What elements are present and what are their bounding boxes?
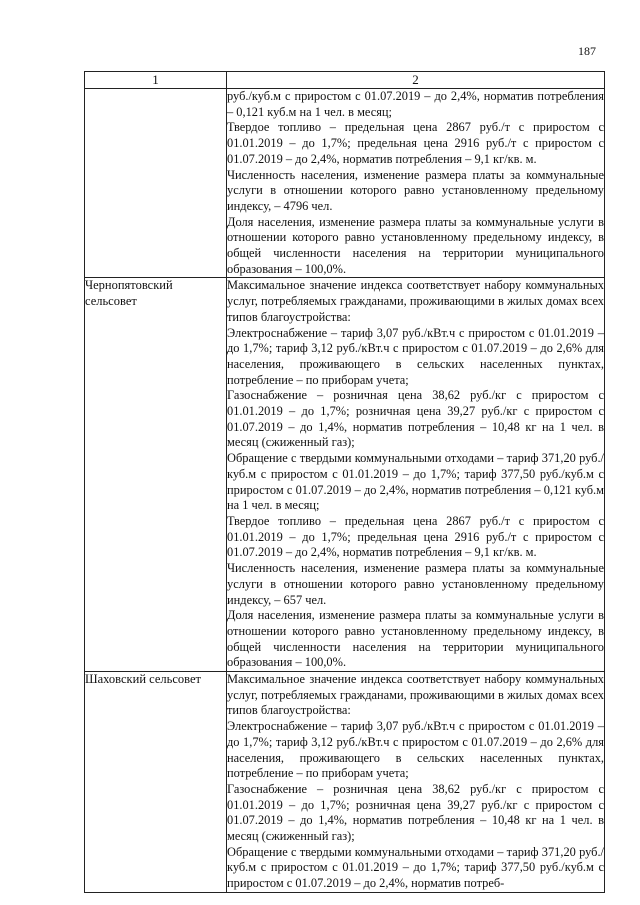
municipality-name: Чернопятовский сельсовет [85,278,227,672]
table-row [85,278,605,672]
municipality-name: Шаховский сельсовет [85,672,227,893]
tariff-description [227,278,605,672]
page-number: 187 [578,44,596,58]
paragraph: руб./куб.м с приростом с 01.07.2019 – до 2,4%, норматив потребления – 0,121 куб.м на 1 чел. в месяц; [227,89,604,119]
table-header-row [85,72,605,89]
paragraph: Твердое топливо – предельная цена 2867 руб./т с приростом с 01.01.2019 – до 1,7%; предельная цена 2916 руб./т с приростом с 01.07.2019 – до 2,4%, норматив потребления – 9,1 кг/кв. м. [227,120,604,166]
column-header-2: 2 [227,72,605,89]
tariff-description [227,89,605,278]
tariff-table [84,71,605,893]
paragraph: Электроснабжение – тариф 3,07 руб./кВт.ч с приростом с 01.01.2019 – до 1,7%; тариф 3,12 руб./кВт.ч с приростом с 01.07.2019 – до 2,6% для населения, проживающего в сельских населенных пунктах, потребление – по приборам учета; [227,719,604,781]
column-header-1: 1 [85,72,227,89]
paragraph: Электроснабжение – тариф 3,07 руб./кВт.ч с приростом с 01.01.2019 – до 1,7%; тариф 3,12 руб./кВт.ч с приростом с 01.07.2019 – до 2,6% для населения, проживающего в сельских населенных пунктах, потребление – по приборам учета; [227,325,604,387]
paragraph: Численность населения, изменение размера платы за коммунальные услуги в отношении которого равно установленному предельному индексу, – 657 чел. [227,561,604,607]
paragraph: Газоснабжение – розничная цена 38,62 руб./кг с приростом с 01.01.2019 – до 1,7%; розничная цена 39,27 руб./кг с приростом с 01.07.2019 – до 1,4%, норматив потребления – 10,48 кг на 1 чел. в месяц (сжиженный газ); [227,781,604,844]
paragraph: Доля населения, изменение размера платы за коммунальные услуги в отношении которого равно установленному предельному индексу, в общей численности населения на территории муниципального образования – 100,0%. [227,214,604,276]
paragraph: Доля населения, изменение размера платы за коммунальные услуги в отношении которого равно установленному предельному индексу, в общей численности населения на территории муниципального образования – 100,0%. [227,608,604,670]
table-row [85,672,605,893]
tariff-description [227,672,605,893]
paragraph: Обращение с твердыми коммунальными отходами – тариф 371,20 руб./куб.м с приростом с 01.01.2019 – до 1,7%; тариф 377,50 руб./куб.м с приростом с 01.07.2019 – до 2,4%, норматив потреб- [227,844,604,891]
paragraph: Газоснабжение – розничная цена 38,62 руб./кг с приростом с 01.01.2019 – до 1,7%; розничная цена 39,27 руб./кг с приростом с 01.07.2019 – до 1,4%, норматив потребления – 10,48 кг на 1 чел. в месяц (сжиженный газ); [227,388,604,450]
paragraph: Максимальное значение индекса соответствует набору коммунальных услуг, потребляемых гражданами, проживающими в жилых домах всех типов благоустройства: [227,672,604,718]
table-row [85,89,605,278]
paragraph: Обращение с твердыми коммунальными отходами – тариф 371,20 руб./куб.м с приростом с 01.01.2019 – до 1,7%; тариф 377,50 руб./куб.м с приростом с 01.07.2019 – до 2,4%, норматив потребления – 0,121 куб.м на 1 чел. в месяц; [227,451,604,513]
paragraph: Максимальное значение индекса соответствует набору коммунальных услуг, потребляемых гражданами, проживающими в жилых домах всех типов благоустройства: [227,278,604,324]
municipality-name [85,89,227,278]
paragraph: Твердое топливо – предельная цена 2867 руб./т с приростом с 01.01.2019 – до 1,7%; предельная цена 2916 руб./т с приростом с 01.07.2019 – до 2,4%, норматив потребления – 9,1 кг/кв. м. [227,513,604,560]
paragraph: Численность населения, изменение размера платы за коммунальные услуги в отношении которого равно установленному предельному индексу, – 4796 чел. [227,167,604,213]
